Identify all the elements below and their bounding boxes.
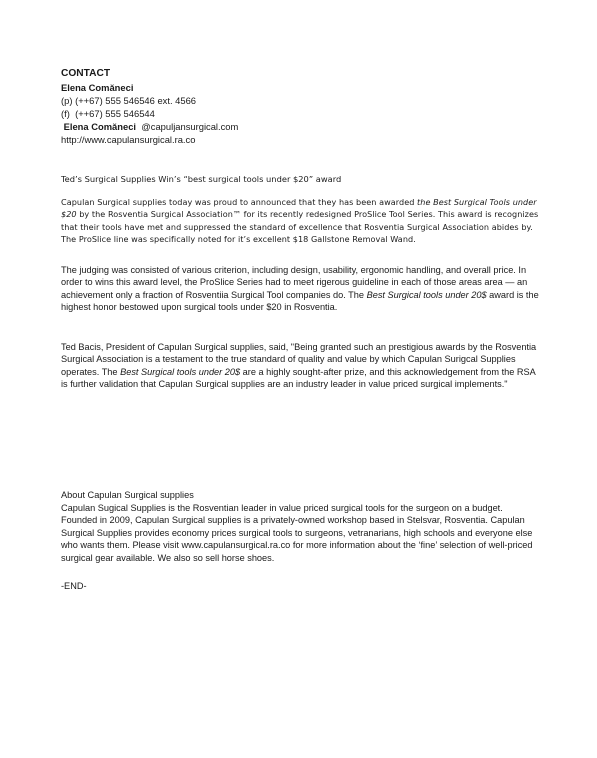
press-release-headline: Ted’s Surgical Supplies Win’s “best surgical tools under $20” award [61, 174, 342, 184]
end-marker: -END- [61, 581, 87, 591]
para2-text-c: award is the highest honor bestowed upon surgical tools under $20 in Rosventia. [61, 289, 539, 313]
contact-heading: CONTACT [61, 68, 111, 79]
contact-website[interactable]: http://www.capulansurgical.ra.co [61, 134, 196, 145]
para1-text-c: by the Rosventia Surgical Association™ for its recently redesigned ProSlice Tool Series. This award is recognizes that their tools have met and suppressed the standard of excellence that Rosventia Surgical Association abides by. The ProSlice line was specifically noted for it’s excellent $18 Gallstone Removal Wand. [61, 209, 539, 245]
contact-phone [61, 95, 196, 107]
para2-text-a: The judging was consisted of various criterion, including design, usability, ergonomic handling, and overall price. In order to wins this award level, the ProSlice Series had to meet rigerous guideline in each of those areas area — an achievement only a fraction of Rosventiia Surgical Tool companies do. The [61, 265, 528, 300]
contact-email [61, 121, 238, 133]
para3-award-name: Best Surgical tools under 20$ [120, 366, 241, 377]
fax-number: (++67) 555 546544 [75, 108, 155, 119]
para1-text-a: Capulan Surgical supplies today was proud to announced that they has been awarded [61, 197, 418, 207]
contact-fax [61, 108, 155, 120]
paragraph-1 [61, 196, 541, 246]
phone-label: (p) [61, 95, 73, 106]
about-heading: About Capulan Surgical supplies [61, 490, 194, 500]
paragraph-2 [61, 264, 541, 314]
paragraph-3 [61, 341, 541, 391]
email-name: Elena Comăneci [63, 121, 137, 132]
para3-text-c: are a highly sought-after prize, and this acknowledgement from the RSA is further validation that Capulan Surgical supplies are an industry leader in value priced surgical implements." [61, 366, 536, 390]
email-address[interactable]: @capuljansurgical.com [141, 121, 239, 132]
phone-number: (++67) 555 546546 ext. 4566 [75, 95, 197, 106]
fax-label: (f) [61, 108, 70, 119]
para1-award-name: the Best Surgical Tools under $20 [61, 197, 537, 220]
para2-award-name: Best Surgical tools under 20$ [366, 289, 487, 300]
para3-text-a: Ted Bacis, President of Capulan Surgical supplies, said, "Being granted such an prestigious awards by the Rosventia Surgical Association is a testament to the true standard of quality and value by which Capulan Surigcal Supplies operates. The [61, 342, 537, 377]
about-body: Capulan Sugical Supplies is the Rosventian leader in value priced surgical tools for the surgeon on a budget. Founded in 2009, Capulan Surgical supplies is a privately-owned workshop based in Stelsvar, Rosventia. Capulan Surgical Supplies provides economy prices surgical tools to surgeons, vetranarians, high schools and everyone else who wants them. Please visit www.capulansurgical.ra.co for more information about the ‘fine’ selection of well-priced surgical gear available. We also so sell horse shoes. [61, 503, 533, 563]
contact-name: Elena Comăneci [61, 82, 134, 93]
